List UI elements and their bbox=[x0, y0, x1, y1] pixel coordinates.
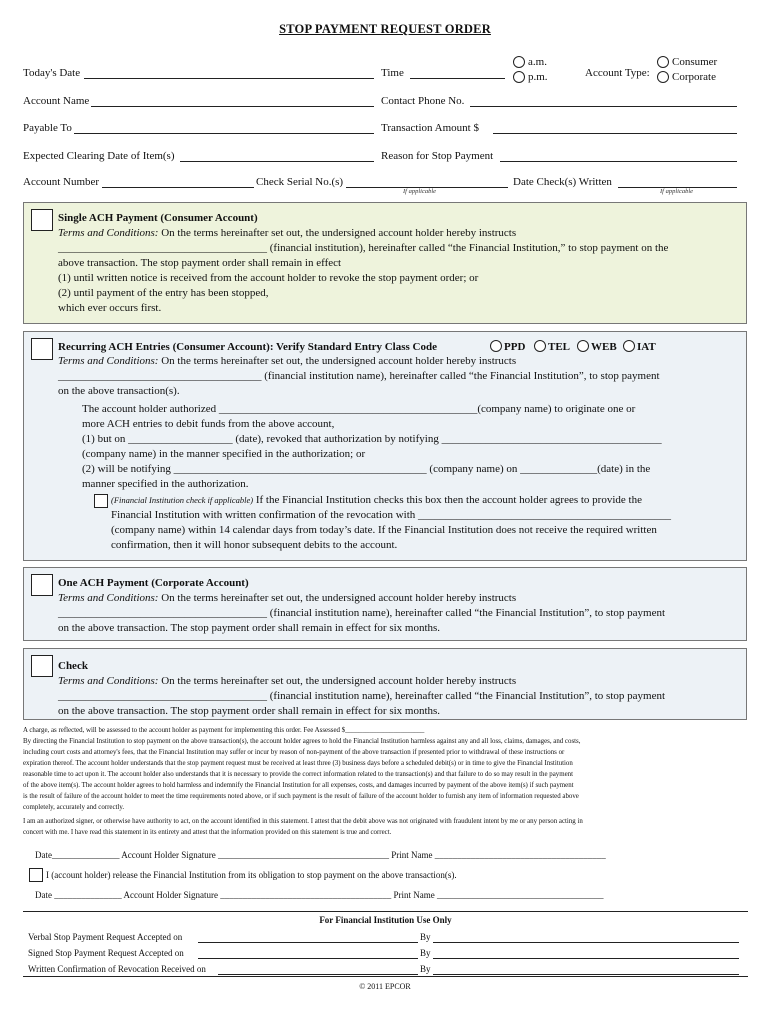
one-ach-corporate-checkbox[interactable] bbox=[31, 574, 53, 596]
section2-line2: _____________________________________ (financial institution name), hereinafter called “the Financial Institution”, to stop payment bbox=[58, 370, 660, 382]
expected-clearing-label: Expected Clearing Date of Item(s) bbox=[23, 150, 175, 162]
section2-line4: The account holder authorized _______________________________________________(company name) to originate one or bbox=[82, 403, 636, 415]
section2-line9: manner specified in the authorization. bbox=[82, 478, 249, 490]
fi-check-text: If the Financial Institution checks this box then the account holder agrees to provide the bbox=[253, 494, 642, 506]
pm-radio[interactable] bbox=[513, 71, 525, 83]
signed-by-label: By bbox=[420, 948, 431, 958]
single-ach-checkbox[interactable] bbox=[31, 209, 53, 231]
section4-terms-label: Terms and Conditions: bbox=[58, 675, 159, 687]
account-name-label: Account Name bbox=[23, 95, 90, 107]
check-serial-label: Check Serial No.(s) bbox=[256, 176, 344, 188]
fine-print-7: is the result of failure of the account holder to meet the time requirements noted above, or if such payment is the result of failure of the account holder to furnish any item of information requested above bbox=[23, 793, 579, 800]
section4-line3: on the above transaction. The stop payment order shall remain in effect for six months. bbox=[58, 705, 441, 717]
corporate-radio[interactable] bbox=[657, 71, 669, 83]
payable-to-label: Payable To bbox=[23, 122, 72, 134]
fine-print-6: of the above item(s). The account holder agrees to hold harmless and indemnify the Financial Institution for all expenses, costs, and damages incurred by payment of the above item(s) if such payment bbox=[23, 782, 574, 789]
check-checkbox[interactable] bbox=[31, 655, 53, 677]
written-by-field[interactable] bbox=[433, 974, 739, 975]
expected-clearing-field[interactable] bbox=[180, 161, 374, 162]
section3-line3: on the above transaction. The stop payment order shall remain in effect for six months. bbox=[58, 622, 441, 634]
written-by-label: By bbox=[420, 964, 431, 974]
if-applicable-note-serial: If applicable bbox=[403, 188, 437, 195]
contact-phone-field[interactable] bbox=[470, 106, 737, 107]
section-check bbox=[23, 648, 747, 720]
section1-line2: ______________________________________ (financial institution), hereinafter called “the Financial Institution,” to stop payment on the bbox=[58, 242, 669, 254]
section2-line7: (company name) in the manner specified in the authorization; or bbox=[82, 448, 366, 460]
section3-terms-text: On the terms hereinafter set out, the undersigned account holder hereby instructs bbox=[158, 592, 517, 604]
ppd-label: PPD bbox=[504, 341, 526, 353]
section3-terms-line1 bbox=[58, 591, 516, 606]
fine-print-8: completely, accurately and correctly. bbox=[23, 804, 125, 811]
web-label: WEB bbox=[591, 341, 617, 353]
reason-field[interactable] bbox=[500, 161, 737, 162]
verbal-accepted-label: Verbal Stop Payment Request Accepted on bbox=[28, 932, 183, 942]
fine-print-9: I am an authorized signer, or otherwise have authority to act, on the account identified in this statement. I attest that the debit above was not originated with fraudulent intent by me or any person acting in bbox=[23, 818, 583, 825]
section2-heading: Recurring ACH Entries (Consumer Account): Verify Standard Entry Class Code bbox=[58, 341, 437, 353]
transaction-amount-field[interactable] bbox=[493, 133, 737, 134]
section1-heading: Single ACH Payment (Consumer Account) bbox=[58, 212, 258, 224]
fi-check-line1 bbox=[111, 493, 642, 508]
section2-terms-text: On the terms hereinafter set out, the undersigned account holder hereby instructs bbox=[158, 355, 517, 367]
am-radio[interactable] bbox=[513, 56, 525, 68]
section2-line8: (2) will be notifying ______________________________________________ (company name) on ______________(date) in the bbox=[82, 463, 651, 475]
contact-phone-label: Contact Phone No. bbox=[381, 95, 465, 107]
section2-line3: on the above transaction(s). bbox=[58, 385, 180, 397]
fi-use-only-box bbox=[23, 911, 748, 977]
release-checkbox[interactable] bbox=[29, 868, 43, 882]
transaction-amount-label: Transaction Amount $ bbox=[381, 122, 479, 134]
section2-line6: (1) but on ___________________ (date), revoked that authorization by notifying ________________________________________ bbox=[82, 433, 662, 445]
section3-heading: One ACH Payment (Corporate Account) bbox=[58, 577, 249, 589]
verbal-by-label: By bbox=[420, 932, 431, 942]
tel-label: TEL bbox=[548, 341, 571, 353]
iat-label: IAT bbox=[637, 341, 656, 353]
fine-print-3: including court costs and attorney's fees, that the Financial Institution may suffer or incur by reason of non-payment of the above transaction if presented prior to withdrawal of these instructions or bbox=[23, 749, 565, 756]
pm-label: p.m. bbox=[528, 71, 548, 83]
section-single-ach-consumer bbox=[23, 202, 747, 324]
fi-use-heading: For Financial Institution Use Only bbox=[319, 915, 452, 925]
consumer-radio[interactable] bbox=[657, 56, 669, 68]
section1-terms-text: On the terms hereinafter set out, the undersigned account holder hereby instructs bbox=[158, 227, 517, 239]
section3-terms-label: Terms and Conditions: bbox=[58, 592, 159, 604]
if-applicable-note-date: If applicable bbox=[660, 188, 694, 195]
signed-accepted-label: Signed Stop Payment Request Accepted on bbox=[28, 948, 184, 958]
section4-terms-line1 bbox=[58, 674, 516, 689]
written-confirmation-label: Written Confirmation of Revocation Received on bbox=[28, 964, 206, 974]
section1-line5: (2) until payment of the entry has been stopped, bbox=[58, 287, 269, 299]
section1-terms-line1 bbox=[58, 226, 516, 241]
section4-terms-text: On the terms hereinafter set out, the undersigned account holder hereby instructs bbox=[158, 675, 517, 687]
iat-radio[interactable] bbox=[623, 340, 635, 352]
section1-terms-label: Terms and Conditions: bbox=[58, 227, 159, 239]
account-name-field[interactable] bbox=[91, 106, 374, 107]
fi-check-checkbox[interactable] bbox=[94, 494, 108, 508]
fi-check-line2: Financial Institution with written confirmation of the revocation with ______________________________________________ bbox=[111, 509, 672, 521]
date-checks-written-label: Date Check(s) Written bbox=[513, 176, 612, 188]
fine-print-4: expiration thereof. The account holder understands that the stop payment request must be received at least three (3) business days before a scheduled debit(s) or in time to give the Financial Institution bbox=[23, 760, 573, 767]
signature-row-1[interactable]: Date_______________ Account Holder Signature ______________________________________ Print Name ______________________________________ bbox=[35, 850, 606, 860]
section4-heading: Check bbox=[58, 660, 88, 672]
ppd-radio[interactable] bbox=[490, 340, 502, 352]
corporate-label: Corporate bbox=[672, 71, 716, 83]
fine-print-5: reasonable time to act upon it. The account holder also understands that it is necessary to provide the correct information related to the transaction(s) and that failure to do so may result in the payment bbox=[23, 771, 573, 778]
tel-radio[interactable] bbox=[534, 340, 546, 352]
written-confirmation-field[interactable] bbox=[218, 974, 418, 975]
section2-terms-line1 bbox=[58, 354, 516, 369]
fi-check-note: (Financial Institution check if applicable) bbox=[111, 495, 254, 505]
web-radio[interactable] bbox=[577, 340, 589, 352]
signed-by-field[interactable] bbox=[433, 958, 739, 959]
payable-to-field[interactable] bbox=[74, 133, 374, 134]
fine-print-2: By directing the Financial Institution to stop payment on the above transaction(s), the account holder agrees to hold the Financial Institution harmless against any and all loss, claims, damages, and costs, bbox=[23, 738, 581, 745]
todays-date-label: Today's Date bbox=[23, 67, 81, 79]
account-number-label: Account Number bbox=[23, 176, 100, 188]
section1-line4: (1) until written notice is received from the account holder to revoke the stop payment order; or bbox=[58, 272, 479, 284]
consumer-label: Consumer bbox=[672, 56, 718, 68]
release-statement: I (account holder) release the Financial Institution from its obligation to stop payment on the above transaction(s). bbox=[46, 870, 457, 880]
verbal-accepted-field[interactable] bbox=[198, 942, 418, 943]
account-type-label: Account Type: bbox=[585, 67, 650, 79]
fine-print-1: A charge, as reflected, will be assessed to the account holder as payment for implementing this order. Fee Assessed $_______________________ bbox=[23, 727, 425, 734]
todays-date-field[interactable] bbox=[84, 78, 374, 79]
account-number-field[interactable] bbox=[102, 187, 254, 188]
copyright: © 2011 EPCOR bbox=[359, 982, 411, 991]
section2-terms-label: Terms and Conditions: bbox=[58, 355, 159, 367]
fi-check-line3: (company name) within 14 calendar days from today’s date. If the Financial Institution does not receive the required written bbox=[111, 524, 657, 536]
section-one-ach-corporate bbox=[23, 567, 747, 641]
section1-line3: above transaction. The stop payment order shall remain in effect bbox=[58, 257, 342, 269]
section1-line6: which ever occurs first. bbox=[58, 302, 162, 314]
fine-print-10: concert with me. I have read this statement in its entirety and attest that the information provided on this statement is true and correct. bbox=[23, 829, 392, 836]
section3-line2: ______________________________________ (financial institution name), hereinafter called “the Financial Institution”, to stop payment bbox=[58, 607, 666, 619]
recurring-ach-checkbox[interactable] bbox=[31, 338, 53, 360]
time-label: Time bbox=[381, 67, 404, 79]
am-label: a.m. bbox=[528, 56, 547, 68]
signature-row-2[interactable]: Date _______________ Account Holder Signature ______________________________________ Print Name _____________________________________ bbox=[35, 890, 604, 900]
reason-label: Reason for Stop Payment bbox=[381, 150, 494, 162]
section-recurring-ach-consumer bbox=[23, 331, 747, 561]
form-title: STOP PAYMENT REQUEST ORDER bbox=[279, 22, 491, 36]
verbal-by-field[interactable] bbox=[433, 942, 739, 943]
section4-line2: ______________________________________ (financial institution name), hereinafter called “the Financial Institution”, to stop payment bbox=[58, 690, 666, 702]
section2-line5: more ACH entries to debit funds from the above account, bbox=[82, 418, 335, 430]
time-field[interactable] bbox=[410, 78, 505, 79]
fi-check-line4: confirmation, then it will honor subsequent debits to the account. bbox=[111, 539, 398, 551]
signed-accepted-field[interactable] bbox=[198, 958, 418, 959]
